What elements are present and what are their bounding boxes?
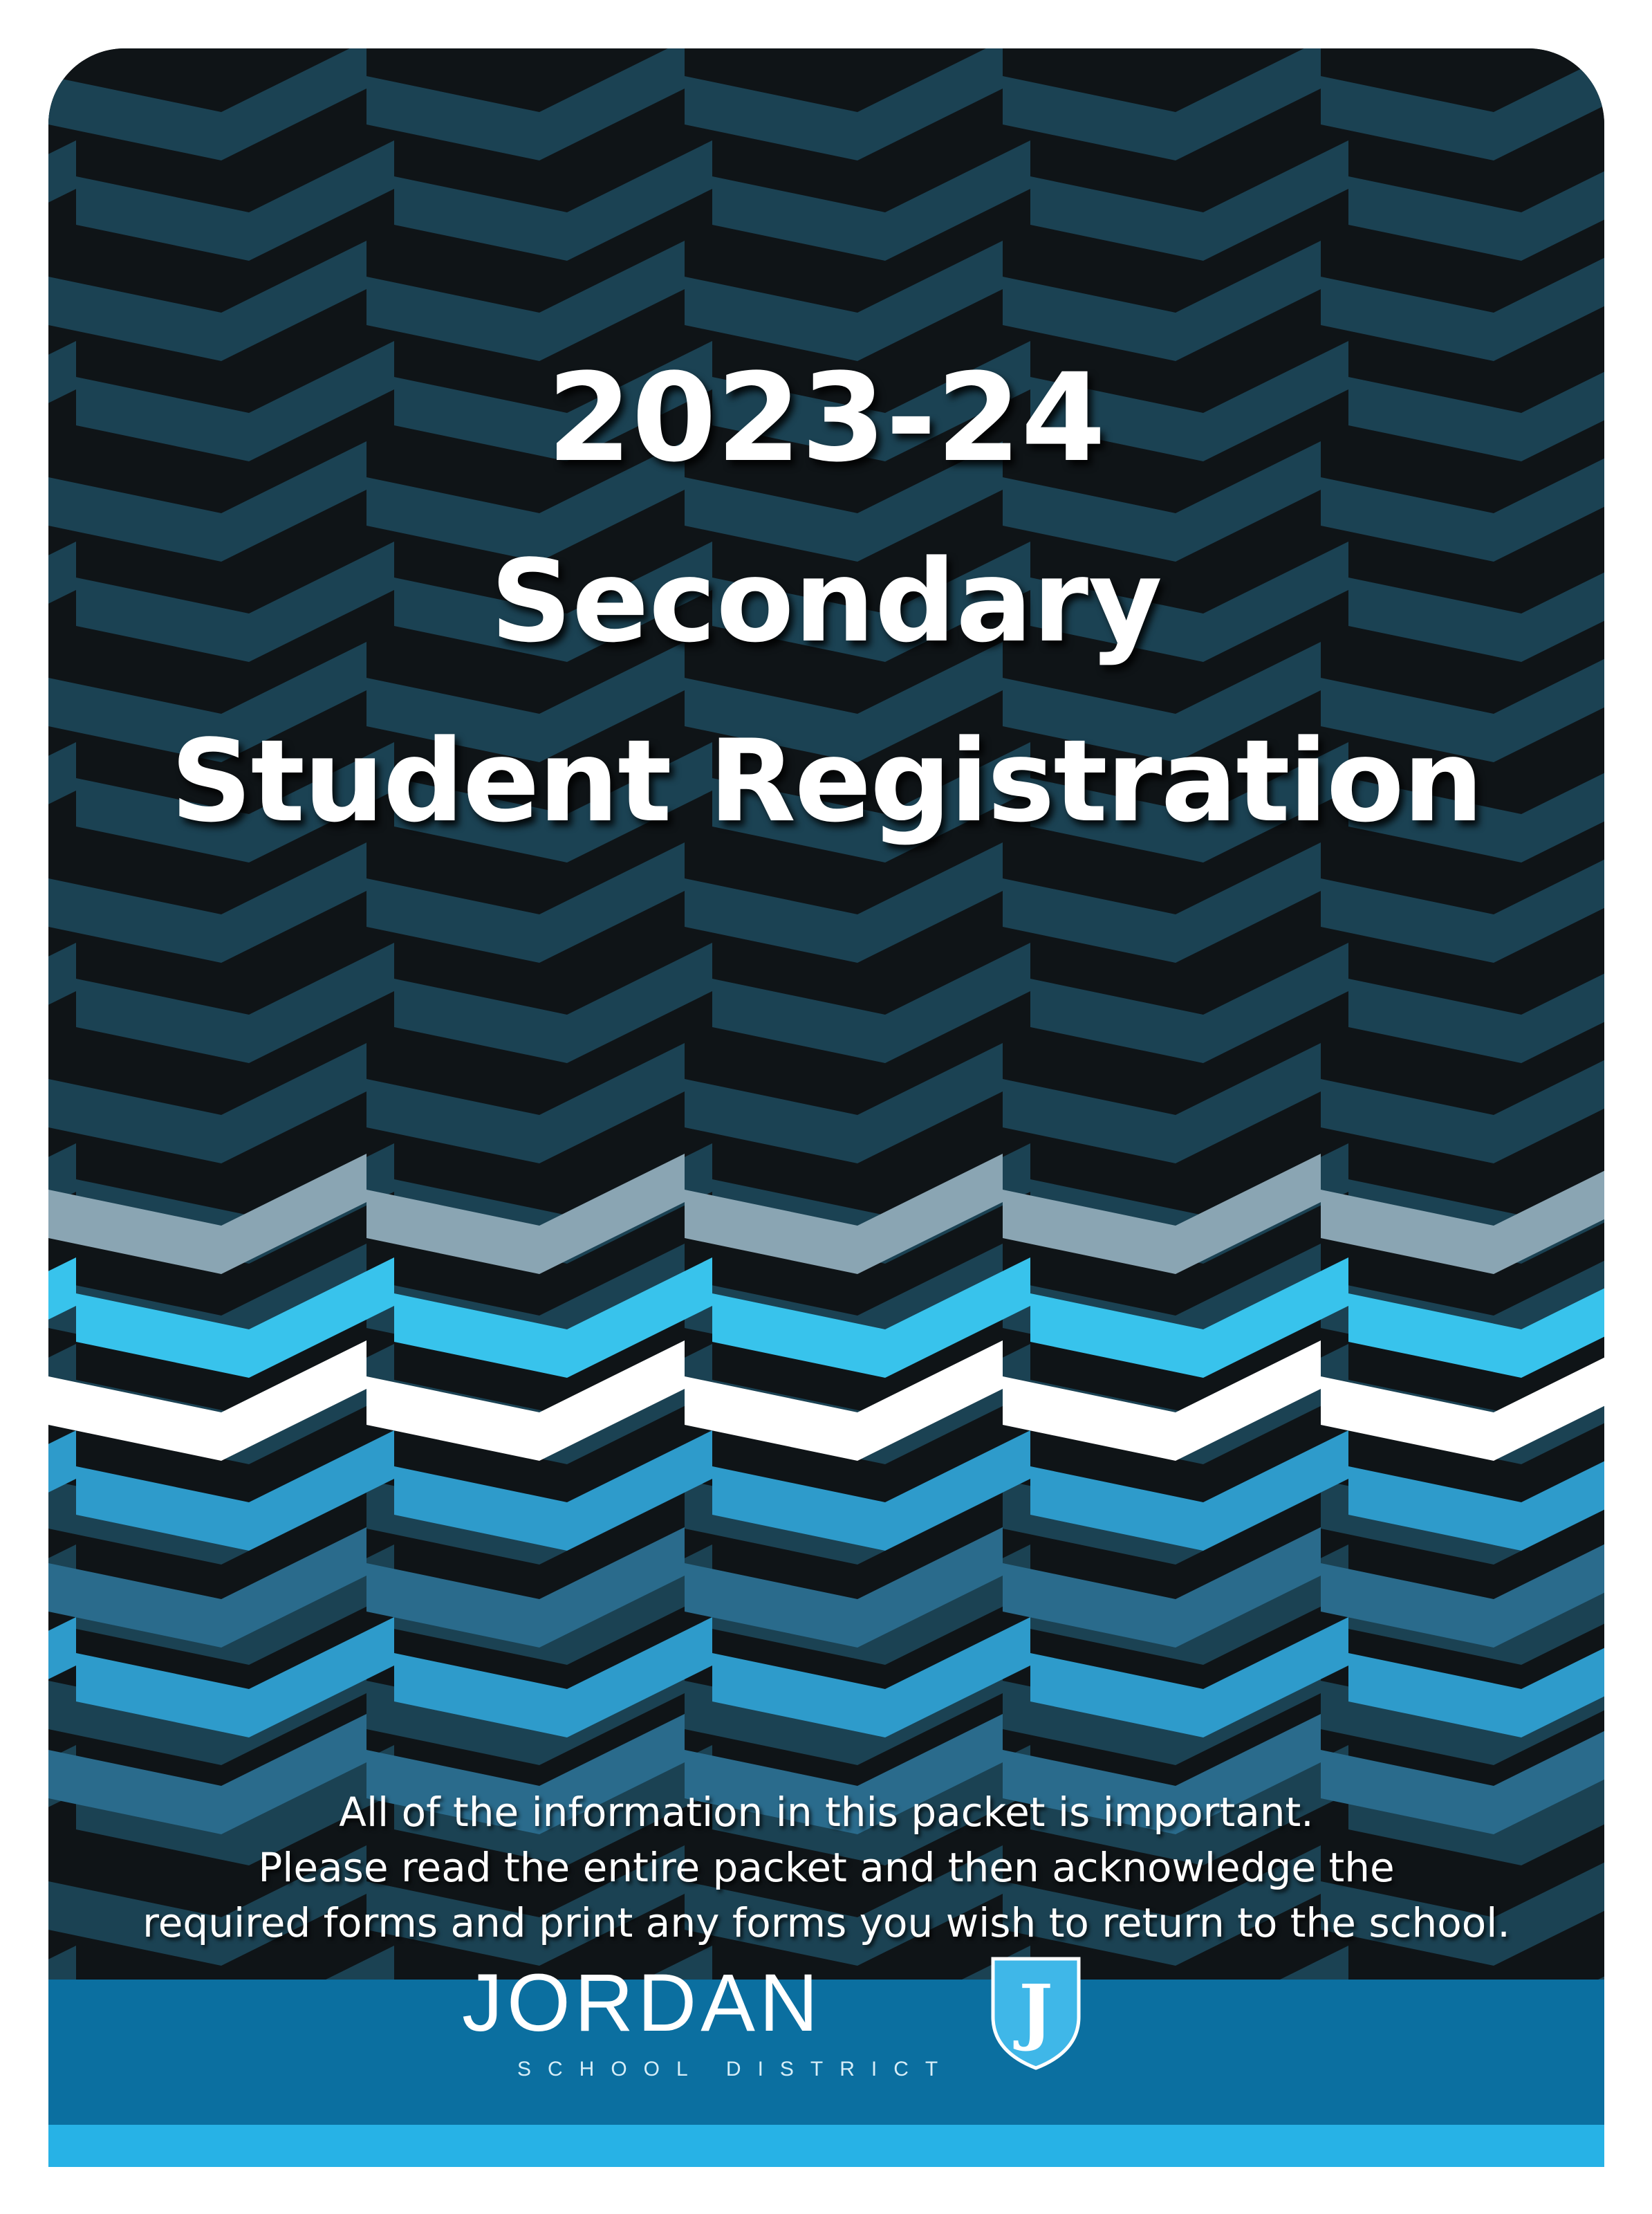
notice-line-3: required forms and print any forms you wish to return to the school. (142, 1899, 1510, 1946)
shield-icon (987, 1955, 1084, 2072)
title-secondary: Secondary (490, 535, 1162, 667)
logo-wordmark: JORDAN (462, 1957, 823, 2049)
logo-subtitle: SCHOOL DISTRICT (517, 2058, 955, 2081)
cover-panel (48, 48, 1604, 2167)
zigzag-pattern (48, 48, 1604, 1985)
title-year: 2023-24 (547, 347, 1106, 489)
shield-letter: J (1019, 1968, 1053, 2054)
notice-line-1: All of the information in this packet is important. (339, 1789, 1314, 1836)
footer-band (48, 1980, 1604, 2125)
title-student-registration: Student Registration (170, 715, 1483, 847)
notice-line-2: Please read the entire packet and then acknowledge the (258, 1844, 1395, 1891)
notice-text (48, 1784, 1604, 1950)
footer-stripe (48, 2125, 1604, 2167)
